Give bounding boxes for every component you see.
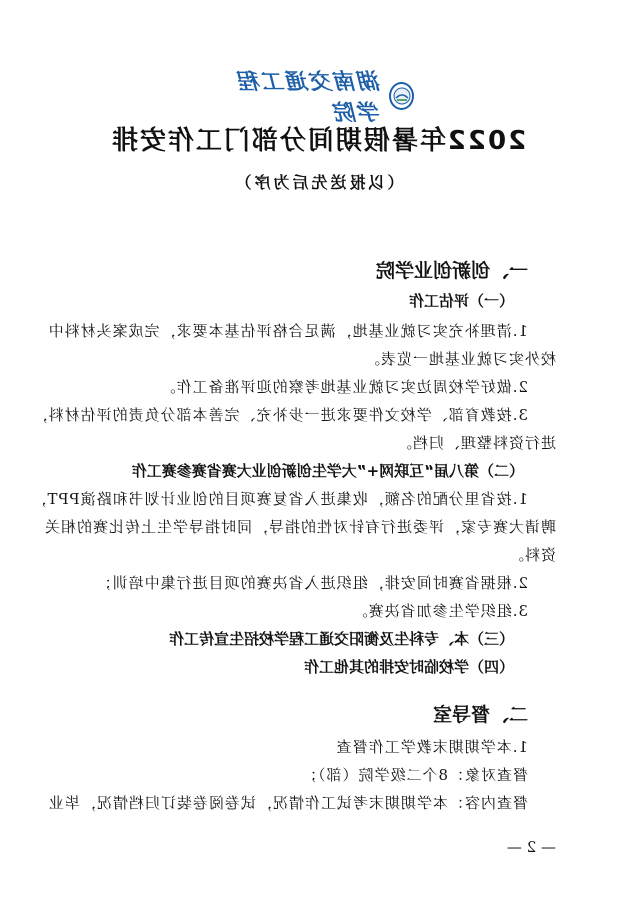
page-title: 2022年暑假期间分部门工作安排 <box>109 126 527 156</box>
paragraph-line: 资料。 <box>507 546 556 564</box>
paragraph-line: 督查对象：8个二级学院（部）； <box>300 766 528 784</box>
subsection-heading: （二）第八届“互联网+”大学生创新创业大赛省赛参赛工作 <box>131 462 524 480</box>
paragraph-line: 校外实习就业基地一览表。 <box>363 350 556 368</box>
school-logo-text: 湖南交通工程学院 <box>237 69 382 126</box>
paragraph-line: 3.组织学生参加省决赛。 <box>351 602 528 620</box>
subsection-heading: （一）评估工作 <box>408 292 514 310</box>
paragraph-line: 3.按教育部、学校文件要求进一步补充、完善本部分负责的评估材料， <box>31 406 528 424</box>
paragraph-line: 2.根据省赛时间安排，组织进入省决赛的项目进行集中培训； <box>95 574 528 592</box>
paragraph-line: 1.本学期期末教学工作督查 <box>335 738 528 756</box>
paragraph-line: 聘请大赛专家，评委进行有针对性的指导，同时指导学生上传比赛的相关 <box>43 518 556 536</box>
section-heading: 一、创新创业学院 <box>375 260 528 282</box>
school-emblem-icon <box>389 82 414 110</box>
subsection-heading: （三）本、专科生及衡阳交通工程学校招生宣传工作 <box>168 630 514 648</box>
paragraph-line: 2.做好学校周边实习就业基地考察的迎评准备工作。 <box>159 378 528 396</box>
paragraph-line: 进行资料整理、归档。 <box>395 434 556 452</box>
page-number: — 2 — <box>506 838 556 856</box>
subsection-heading: （四）学校临时安排的其他工作 <box>303 658 514 676</box>
page-subtitle: （以报送先后为序） <box>232 173 404 192</box>
paragraph-line: 督查内容：本学期期末考试工作情况，试卷阅卷装订归档情况，毕业 <box>47 794 528 812</box>
paragraph-line: 1.按省里分配的名额，收集进入省复赛项目的创业计划书和路演PPT， <box>30 490 528 508</box>
school-logo <box>214 69 414 126</box>
section-heading: 二、督导室 <box>432 704 528 726</box>
paragraph-line: 1.清理补充实习就业基地，满足合格评估基本要求，完成案头材料中 <box>47 322 528 340</box>
